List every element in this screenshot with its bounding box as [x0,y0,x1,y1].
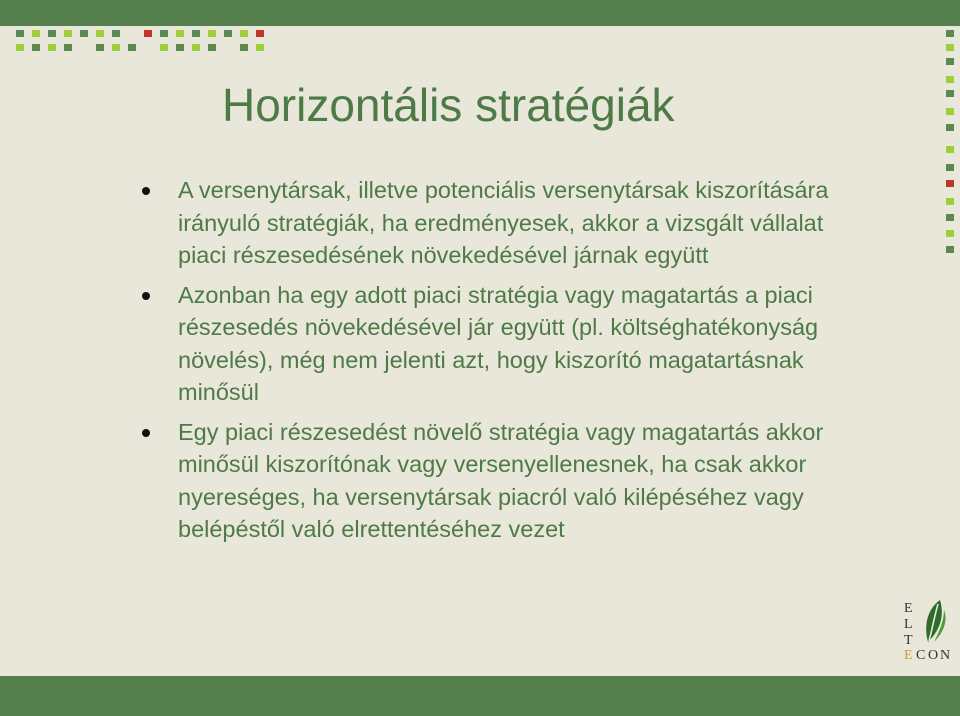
logo-letter: L [904,617,913,632]
bullet-dot-icon [142,187,150,195]
bullet-item [140,416,860,546]
bullet-item [140,174,860,272]
slide-title: Horizontális stratégiák [222,79,675,131]
logo-letter: E [904,648,913,663]
right-decoration-squares [940,28,960,288]
logo-letter: C [916,648,926,663]
bullet-dot-icon [142,292,150,300]
bullet-text: A versenytársak, illetve potenciális versenytársak kiszorítására irányuló stratégiák, ha eredményesek, akkor a vizsgált vállalat piaci részesedésének növekedésével járnak együtt [178,177,829,268]
logo-letter: N [940,648,951,663]
bullet-item [140,279,860,409]
bullet-dot-icon [142,429,150,437]
bullet-text: Egy piaci részesedést növelő stratégia vagy magatartás akkor minősül kiszorítónak vagy versenyellenesnek, ha csak akkor nyereséges, ha versenytársak piacról való kilépéséhez vagy belépéstől való elrettentéséhez vezet [178,418,824,542]
leaf-icon [922,598,948,644]
bullet-list [140,174,860,553]
logo-letter: T [904,633,913,648]
bottom-bar [0,676,960,716]
logo-letter: E [904,601,913,616]
top-decoration-squares [0,0,960,60]
elte-econ-logo [902,598,954,662]
bullet-text: Azonban ha egy adott piaci stratégia vagy magatartás a piaci részesedés növekedésével jár együtt (pl. költséghatékonyság növelés), még nem jelenti azt, hogy kiszorító magatartásnak minősül [178,281,819,405]
logo-letter: O [928,648,939,663]
